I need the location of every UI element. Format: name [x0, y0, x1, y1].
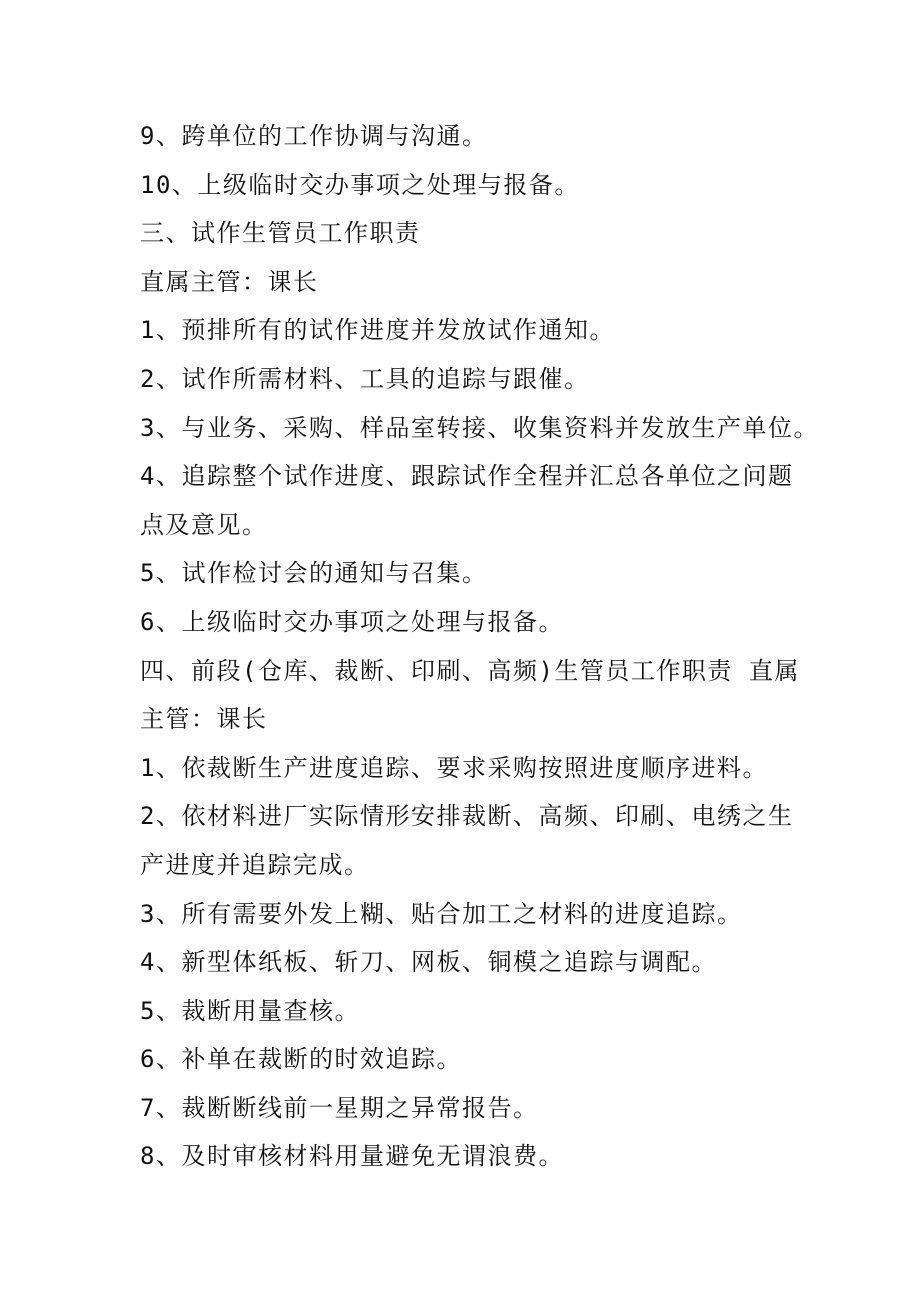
list-item: 1、预排所有的试作进度并发放试作通知。 — [140, 316, 615, 345]
document-body — [140, 112, 819, 1181]
list-item: 6、补单在裁断的时效追踪。 — [140, 1045, 462, 1074]
list-item-continuation: 点及意见。 — [140, 510, 268, 539]
list-item-continuation: 产进度并追踪完成。 — [140, 850, 370, 879]
list-item: 8、及时审核材料用量避免无谓浪费。 — [140, 1142, 564, 1171]
section-heading-4: 四、前段(仓库、裁断、印刷、高频)生管员工作职责 直属 — [140, 656, 800, 685]
section-heading-3: 三、试作生管员工作职责 — [140, 219, 421, 248]
list-item: 4、新型体纸板、斩刀、网板、铜模之追踪与调配。 — [140, 948, 717, 977]
list-item: 7、裁断断线前一星期之异常报告。 — [140, 1093, 539, 1122]
list-item: 2、试作所需材料、工具的追踪与跟催。 — [140, 364, 590, 393]
list-item: 2、依材料进厂实际情形安排裁断、高频、印刷、电绣之生 — [140, 802, 794, 831]
list-item: 5、试作检讨会的通知与召集。 — [140, 559, 488, 588]
list-item: 3、与业务、采购、样品室转接、收集资料并发放生产单位。 — [140, 413, 819, 442]
list-item: 5、裁断用量查核。 — [140, 996, 360, 1025]
list-item: 4、追踪整个试作进度、跟踪试作全程并汇总各单位之问题 — [140, 462, 794, 491]
list-item: 3、所有需要外发上糊、贴合加工之材料的进度追踪。 — [140, 899, 743, 928]
list-item-9-coordination: 9、跨单位的工作协调与沟通。 — [140, 122, 488, 150]
list-item: 6、上级临时交办事项之处理与报备。 — [140, 607, 564, 636]
list-item-10-temporary-tasks: 10、上级临时交办事项之处理与报备。 — [140, 170, 580, 199]
supervisor-line: 直属主管：课长 — [140, 267, 319, 296]
list-item: 1、依裁断生产进度追踪、要求采购按照进度顺序进料。 — [140, 753, 768, 782]
supervisor-line-continuation: 主管：课长 — [140, 705, 268, 734]
